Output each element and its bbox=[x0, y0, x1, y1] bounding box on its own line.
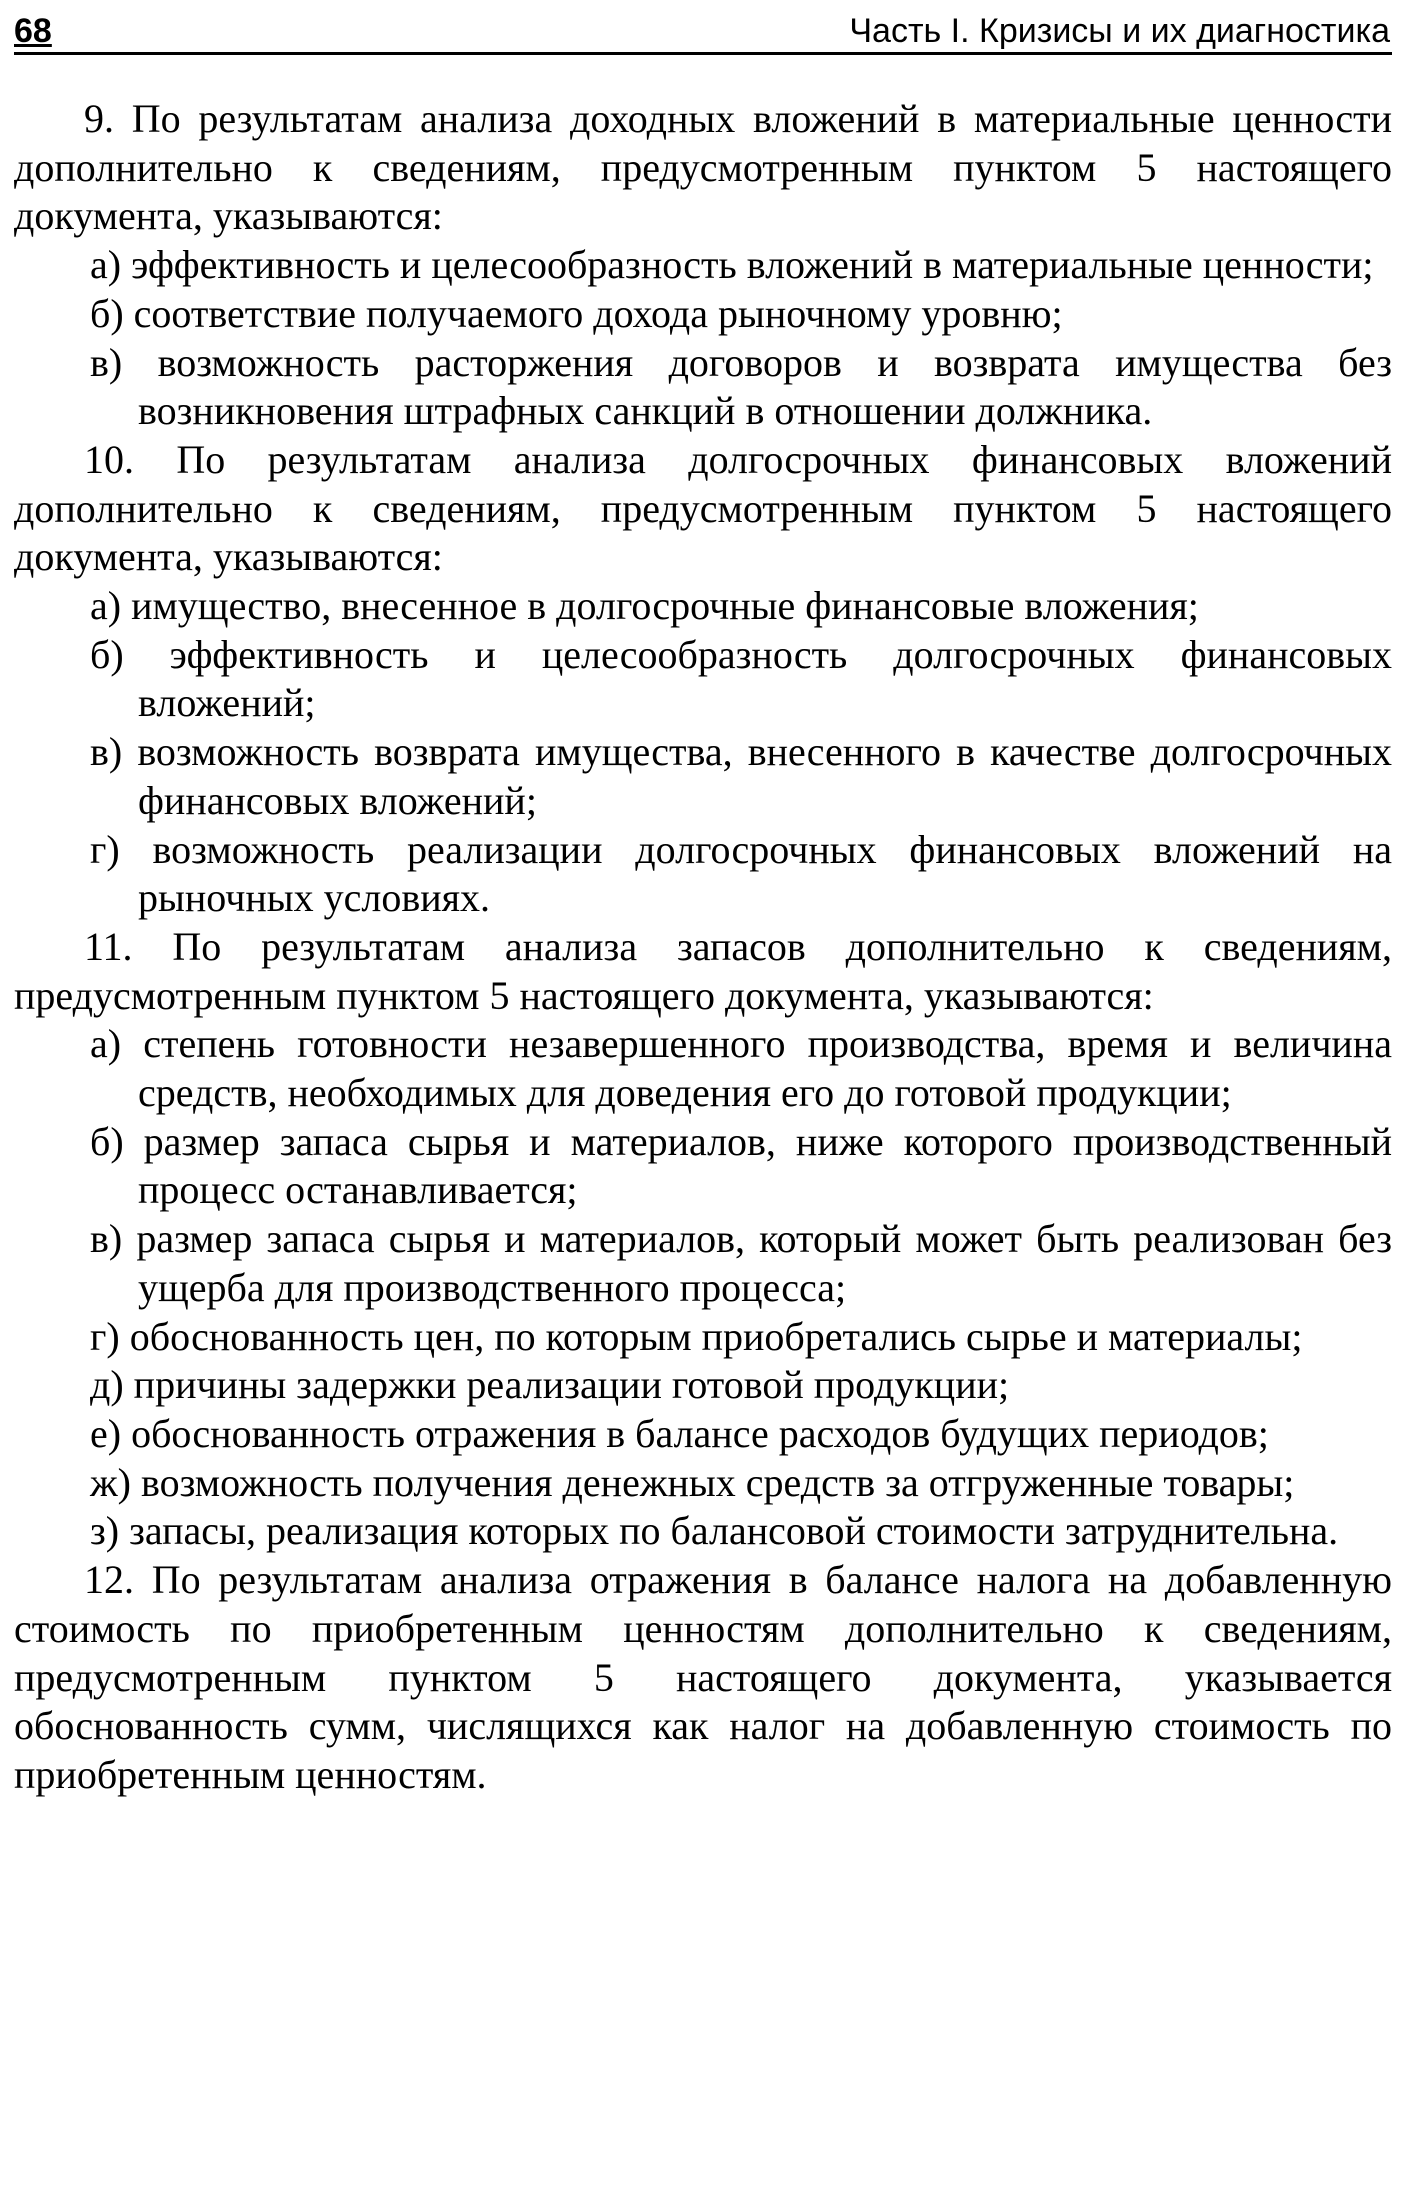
list-item: е) обоснованность отражения в балансе расходов будущих периодов; bbox=[90, 1410, 1269, 1456]
page-body bbox=[14, 95, 1392, 1800]
list-item: д) причины задержки реализации готовой продукции; bbox=[90, 1362, 1010, 1408]
list-item: в) возможность возврата имущества, внесенного в качестве долгосрочных финансовых вложений; bbox=[90, 729, 1392, 823]
list-item: а) имущество, внесенное в долгосрочные финансовые вложения; bbox=[90, 583, 1199, 629]
page-number: 68 bbox=[14, 12, 52, 50]
list-item: ж) возможность получения денежных средств за отгруженные товары; bbox=[90, 1459, 1295, 1505]
list-item: б) эффективность и целесообразность долгосрочных финансовых вложений; bbox=[90, 631, 1392, 726]
list-item: а) эффективность и целесообразность вложений в материальные ценности; bbox=[90, 242, 1374, 288]
page-header bbox=[14, 10, 1392, 55]
list-item: в) возможность расторжения договоров и возврата имущества без возникновения штрафных санкций в отношении должника. bbox=[90, 339, 1392, 434]
paragraph-12: 12. По результатам анализа отражения в балансе налога на добавленную стоимость по приобретенным ценностям дополнительно к сведениям, предусмотренным пунктом 5 настоящего документа, указывается обоснованность сумм, числящихся как налог на добавленную стоимость по приобретенным ценностям. bbox=[14, 1557, 1392, 1797]
paragraph-9: 9. По результатам анализа доходных вложений в материальные ценности дополнительно к сведениям, предусмотренным пунктом 5 настоящего документа, указываются: bbox=[14, 96, 1392, 239]
paragraph-10: 10. По результатам анализа долгосрочных финансовых вложений дополнительно к сведениям, предусмотренным пунктом 5 настоящего документа, указываются: bbox=[14, 436, 1392, 580]
paragraph-11: 11. По результатам анализа запасов дополнительно к сведениям, предусмотренным пунктом 5 настоящего документа, указываются: bbox=[14, 923, 1392, 1018]
list-item: а) степень готовности незавершенного производства, время и величина средств, необходимых для доведения его до готовой продукции; bbox=[90, 1021, 1392, 1116]
list-item: г) возможность реализации долгосрочных финансовых вложений на рыночных условиях. bbox=[90, 826, 1392, 921]
list-item: б) соответствие получаемого дохода рыночному уровню; bbox=[90, 290, 1063, 336]
book-page bbox=[14, 0, 1392, 2192]
list-item: б) размер запаса сырья и материалов, ниже которого производственный процесс останавливается; bbox=[90, 1118, 1392, 1213]
running-head: Часть I. Кризисы и их диагностика bbox=[849, 12, 1390, 50]
list-item: в) размер запаса сырья и материалов, который может быть реализован без ущерба для производственного процесса; bbox=[90, 1216, 1392, 1310]
list-item: з) запасы, реализация которых по балансовой стоимости затруднительна. bbox=[90, 1508, 1339, 1554]
list-item: г) обоснованность цен, по которым приобретались сырье и материалы; bbox=[90, 1313, 1303, 1359]
